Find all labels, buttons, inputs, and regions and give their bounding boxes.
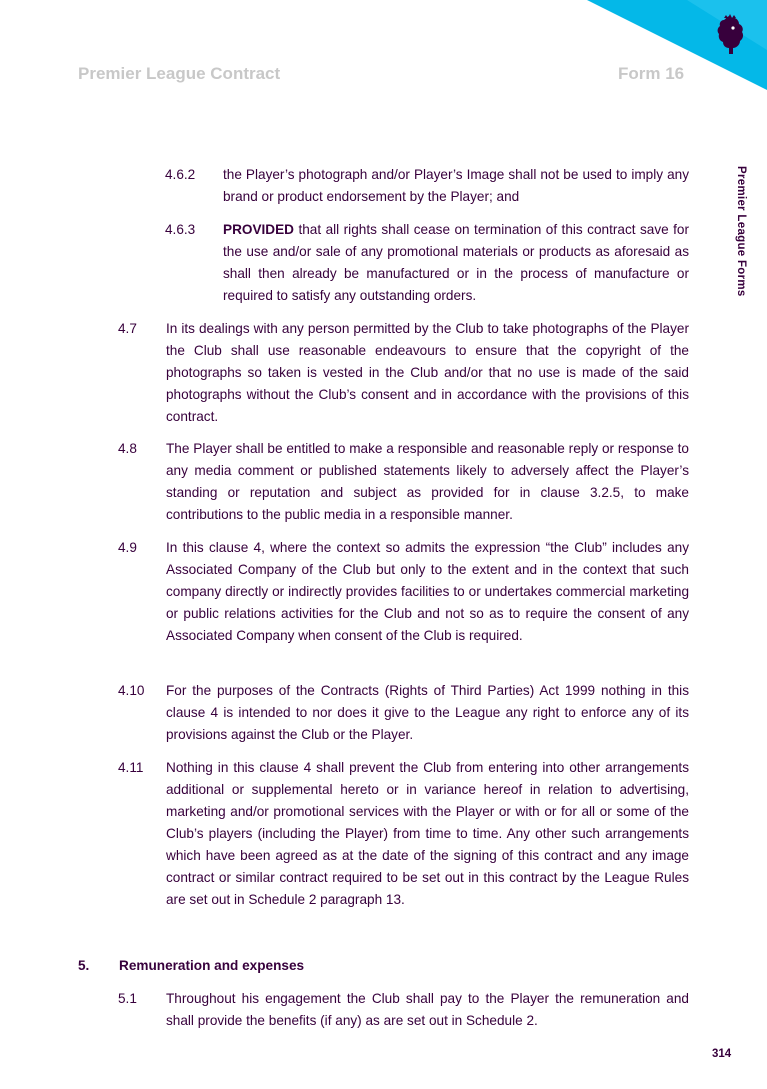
clause-text: In its dealings with any person permitted by the Club to take photographs of the Player the Club shall use reasonable endeavours to ensure that the copyright of the photographs so taken is vested in the Club and/or that no use is made of the said photographs without the Club’s consent and in accordance with the provisions of this contract. (166, 321, 689, 424)
section-heading: Remuneration and expenses (119, 958, 305, 973)
clause-text: The Player shall be entitled to make a responsible and reasonable reply or response to any media comment or published statements likely to adversely affect the Player’s standing or reputation and subject as provided for in clause 3.2.5, to make contributions to the public media in a responsible manner. (166, 441, 689, 522)
clause-number: 4.7 (118, 321, 137, 336)
document-title: Premier League Contract (78, 64, 281, 83)
clause-text (223, 219, 689, 307)
clause-number: 4.11 (118, 760, 144, 775)
clause-number: 4.8 (118, 441, 137, 456)
premier-league-lion-icon (713, 14, 747, 58)
clause-lead-word: PROVIDED (223, 222, 295, 237)
clause-text-rest: that all rights shall cease on termination of this contract save for the use and/or sale of any promotional materials or products as aforesaid as shall then already be manufactured or in the process of manufacture or required to satisfy any outstanding orders. (223, 222, 689, 303)
clause-number: 4.6.3 (165, 222, 196, 237)
clause-number: 5.1 (118, 991, 137, 1006)
clause-number: 4.6.2 (165, 167, 196, 182)
clause-number: 4.9 (118, 540, 137, 555)
section-number: 5. (78, 958, 90, 973)
clause-text: the Player’s photograph and/or Player’s Image shall not be used to imply any brand or product endorsement by the Player; and (223, 167, 689, 204)
clause-text: Throughout his engagement the Club shall pay to the Player the remuneration and shall provide the benefits (if any) as are set out in Schedule 2. (166, 991, 689, 1028)
clause-number: 4.10 (118, 683, 145, 698)
clause-text: Nothing in this clause 4 shall prevent the Club from entering into other arrangements additional or supplemental hereto or in variance hereof in relation to advertising, marketing and/or promotional services with the Player or with or for all or some of the Club’s players (including the Player) from time to time. Any other such arrangements which have been agreed as at the date of the signing of this contract and any image contract or similar contract required to be set out in this contract by the League Rules are set out in Schedule 2 paragraph 13. (166, 760, 689, 907)
side-section-label: Premier League Forms (735, 166, 747, 297)
clause-text: In this clause 4, where the context so admits the expression “the Club” includes any Associated Company of the Club but only to the extent and in the context that such company directly or indirectly provides facilities to or undertakes commercial marketing or public relations activities for the Club and not so as to require the consent of any Associated Company when consent of the Club is required. (166, 540, 689, 643)
page-number: 314 (712, 1048, 732, 1060)
clause-text: For the purposes of the Contracts (Rights of Third Parties) Act 1999 nothing in this clause 4 is intended to nor does it give to the League any right to enforce any of its provisions against the Club or the Player. (166, 683, 689, 742)
form-label: Form 16 (618, 64, 685, 83)
